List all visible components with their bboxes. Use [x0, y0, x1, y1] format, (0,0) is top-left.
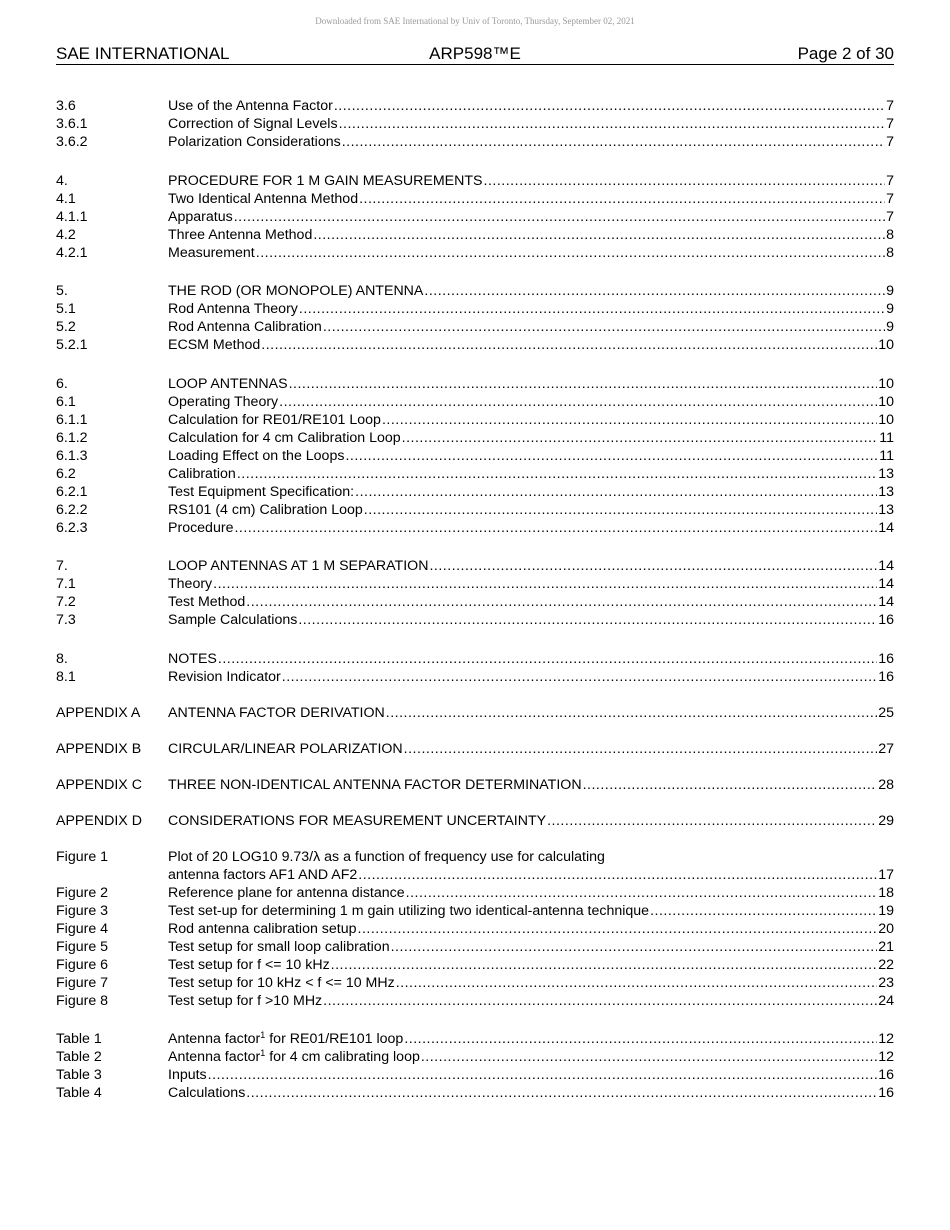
leader-dots — [650, 902, 877, 920]
toc-figure-entry[interactable] — [56, 848, 894, 866]
header-publisher: SAE INTERNATIONAL — [56, 44, 230, 63]
leader-dots — [402, 429, 879, 447]
toc-page: 14 — [878, 576, 894, 592]
leader-dots — [484, 172, 886, 190]
table-of-contents — [56, 97, 894, 1102]
toc-title: Three Antenna Method — [168, 226, 313, 243]
leader-dots — [313, 226, 885, 244]
toc-title: Reference plane for antenna distance — [168, 884, 405, 901]
toc-number: Figure 7 — [56, 974, 109, 991]
toc-page: 14 — [878, 519, 894, 536]
toc-table-entry[interactable] — [56, 1048, 894, 1066]
leader-dots — [404, 1030, 877, 1048]
toc-title: THREE NON-IDENTICAL ANTENNA FACTOR DETERMINATION — [168, 776, 582, 793]
toc-number: 4.1.1 — [56, 208, 88, 225]
toc-entry[interactable] — [56, 593, 894, 611]
toc-number: Table 2 — [56, 1049, 102, 1065]
toc-page: 10 — [878, 337, 894, 353]
leader-dots — [583, 776, 878, 794]
toc-page: 11 — [879, 447, 894, 464]
toc-entry[interactable] — [56, 300, 894, 318]
toc-entry[interactable] — [56, 190, 894, 208]
toc-appendix-entry[interactable] — [56, 740, 894, 758]
toc-number: 7.3 — [56, 612, 76, 628]
toc-number: 6.1 — [56, 393, 76, 410]
toc-title: Two Identical Antenna Method — [168, 190, 359, 207]
toc-entry[interactable] — [56, 429, 894, 447]
toc-table-entry[interactable] — [56, 1084, 894, 1102]
leader-dots — [213, 575, 877, 593]
toc-title: Test Method — [168, 594, 246, 610]
toc-page: 10 — [878, 411, 894, 428]
toc-title: Polarization Considerations — [168, 134, 341, 150]
toc-entry[interactable] — [56, 501, 894, 519]
toc-number: 6.2.2 — [56, 501, 88, 518]
toc-page: 24 — [878, 992, 894, 1009]
toc-title: Antenna factor$^1$ for RE01/RE101 loop — [168, 1030, 404, 1047]
toc-number: Figure 4 — [56, 920, 109, 937]
toc-title: PROCEDURE FOR 1 M GAIN MEASUREMENTS — [168, 172, 483, 189]
footnote-marker: 1 — [260, 1048, 266, 1058]
leader-dots — [355, 483, 877, 501]
toc-number: 7. — [56, 558, 68, 574]
toc-title: Apparatus — [168, 208, 233, 225]
toc-title: Loading Effect on the Loops — [168, 447, 345, 464]
toc-title: Antenna factor$^1$ for 4 cm calibrating loop — [168, 1048, 420, 1065]
toc-table-entry[interactable] — [56, 1030, 894, 1048]
toc-number: 5.2 — [56, 319, 76, 335]
toc-page: 17 — [878, 866, 894, 883]
leader-dots — [391, 938, 878, 956]
toc-number: 4.2 — [56, 226, 76, 243]
leader-dots — [298, 611, 877, 629]
toc-title: Measurement — [168, 244, 255, 261]
toc-page: 7 — [886, 190, 894, 207]
toc-number: 5. — [56, 283, 68, 299]
toc-page: 7 — [886, 98, 894, 114]
toc-title: Operating Theory — [168, 393, 279, 410]
toc-page: 13 — [878, 501, 894, 518]
leader-dots — [345, 447, 878, 465]
leader-dots — [218, 650, 877, 668]
toc-title: Calculation for RE01/RE101 Loop — [168, 411, 381, 428]
toc-title: Use of the Antenna Factor — [168, 98, 333, 114]
toc-entry[interactable] — [56, 172, 894, 190]
leader-dots — [256, 244, 885, 262]
header-page-number: Page 2 of 30 — [797, 44, 894, 63]
toc-entry[interactable] — [56, 115, 894, 133]
footnote-marker: 1 — [260, 1030, 266, 1040]
toc-page: 8 — [886, 244, 894, 261]
toc-page: 23 — [878, 974, 894, 991]
toc-page: 16 — [878, 668, 894, 685]
toc-entry[interactable] — [56, 244, 894, 262]
toc-title: Test Equipment Specification: — [168, 483, 355, 500]
toc-page: 10 — [878, 393, 894, 410]
toc-page: 9 — [886, 283, 894, 299]
toc-page: 22 — [878, 956, 894, 973]
toc-page: 16 — [878, 1085, 894, 1101]
toc-number: APPENDIX B — [56, 740, 142, 757]
toc-title-line1: Plot of 20 LOG10 9.73/λ as a function of frequency use for calculating — [168, 848, 605, 865]
toc-figure-entry[interactable] — [56, 920, 894, 938]
header-document-id: ARP598™E — [429, 44, 521, 63]
toc-page: 18 — [878, 884, 894, 901]
toc-figure-entry[interactable] — [56, 992, 894, 1010]
toc-number: Table 3 — [56, 1067, 102, 1083]
toc-title: Inputs — [168, 1067, 207, 1083]
toc-title: Sample Calculations — [168, 612, 298, 628]
toc-page: 14 — [878, 594, 894, 610]
leader-dots — [421, 1048, 877, 1066]
toc-title: ANTENNA FACTOR DERIVATION — [168, 704, 385, 721]
toc-page: 12 — [878, 1049, 894, 1065]
leader-dots — [323, 992, 877, 1010]
toc-entry[interactable] — [56, 133, 894, 151]
toc-number: Figure 2 — [56, 884, 109, 901]
toc-entry[interactable] — [56, 447, 894, 465]
toc-number: 6.1.3 — [56, 447, 88, 464]
leader-dots — [289, 375, 878, 393]
leader-dots — [246, 593, 877, 611]
toc-page: 16 — [878, 650, 894, 667]
toc-number: 6. — [56, 375, 68, 392]
toc-title: Rod Antenna Theory — [168, 301, 298, 317]
toc-number: 8. — [56, 650, 68, 667]
toc-title: Calculation for 4 cm Calibration Loop — [168, 429, 401, 446]
toc-number: 6.1.1 — [56, 411, 88, 428]
toc-title: Rod antenna calibration setup — [168, 920, 357, 937]
leader-dots — [282, 668, 877, 686]
toc-page: 12 — [878, 1031, 894, 1047]
toc-page: 7 — [886, 208, 894, 225]
toc-title: NOTES — [168, 650, 217, 667]
leader-dots — [342, 133, 885, 151]
toc-entry[interactable] — [56, 393, 894, 411]
toc-title: Test setup for f >10 MHz — [168, 992, 323, 1009]
leader-dots — [299, 300, 885, 318]
toc-entry[interactable] — [56, 650, 894, 668]
toc-page: 16 — [878, 612, 894, 628]
leader-dots — [234, 519, 877, 537]
toc-entry[interactable] — [56, 668, 894, 686]
toc-appendix-entry[interactable] — [56, 704, 894, 722]
toc-number: APPENDIX D — [56, 812, 142, 829]
toc-figure-entry-continuation[interactable] — [56, 866, 894, 884]
leader-dots — [396, 974, 878, 992]
toc-page: 10 — [878, 375, 894, 392]
toc-table-entry[interactable] — [56, 1066, 894, 1084]
toc-number: 3.6.2 — [56, 134, 88, 150]
toc-number: Table 4 — [56, 1085, 102, 1101]
toc-number: 4.2.1 — [56, 244, 88, 261]
toc-number: 6.1.2 — [56, 429, 88, 446]
leader-dots — [364, 501, 877, 519]
toc-entry[interactable] — [56, 519, 894, 537]
toc-number: 7.2 — [56, 594, 76, 610]
toc-page: 13 — [878, 483, 894, 500]
toc-page: 19 — [878, 902, 894, 919]
toc-number: 3.6.1 — [56, 116, 88, 132]
toc-figure-entry[interactable] — [56, 956, 894, 974]
leader-dots — [279, 393, 877, 411]
leader-dots — [237, 465, 877, 483]
toc-page: 25 — [878, 704, 894, 721]
toc-page: 28 — [878, 776, 894, 793]
toc-entry[interactable] — [56, 411, 894, 429]
toc-page: 9 — [886, 319, 894, 335]
toc-entry[interactable] — [56, 611, 894, 629]
toc-title: Test setup for small loop calibration — [168, 938, 390, 955]
leader-dots — [547, 812, 877, 830]
toc-title: LOOP ANTENNAS — [168, 375, 288, 392]
leader-dots — [246, 1084, 877, 1102]
toc-page: 9 — [886, 301, 894, 317]
toc-number: Table 1 — [56, 1031, 102, 1047]
toc-page: 16 — [878, 1067, 894, 1083]
leader-dots — [429, 557, 877, 575]
leader-dots — [323, 318, 885, 336]
toc-number: Figure 3 — [56, 902, 109, 919]
toc-title: CONSIDERATIONS FOR MEASUREMENT UNCERTAINTY — [168, 812, 547, 829]
toc-number: 6.2 — [56, 465, 76, 482]
leader-dots — [331, 956, 878, 974]
leader-dots — [404, 740, 878, 758]
toc-page: 11 — [879, 429, 894, 446]
toc-appendix-entry[interactable] — [56, 776, 894, 794]
toc-title: Theory — [168, 576, 213, 592]
toc-entry[interactable] — [56, 97, 894, 115]
toc-entry[interactable] — [56, 465, 894, 483]
toc-title: THE ROD (OR MONOPOLE) ANTENNA — [168, 283, 424, 299]
toc-figure-entry[interactable] — [56, 938, 894, 956]
page-header — [56, 44, 894, 65]
leader-dots — [358, 920, 878, 938]
toc-title: Procedure — [168, 519, 234, 536]
toc-title: Revision Indicator — [168, 668, 281, 685]
leader-dots — [234, 208, 885, 226]
leader-dots — [334, 97, 885, 115]
toc-number: 3.6 — [56, 98, 76, 114]
toc-entry[interactable] — [56, 226, 894, 244]
toc-title: CIRCULAR/LINEAR POLARIZATION — [168, 740, 403, 757]
toc-page: 27 — [878, 740, 894, 757]
toc-entry[interactable] — [56, 282, 894, 300]
toc-figure-entry[interactable] — [56, 974, 894, 992]
toc-number: 6.2.3 — [56, 519, 88, 536]
toc-number: 7.1 — [56, 576, 76, 592]
toc-title: ECSM Method — [168, 337, 261, 353]
toc-figure-entry[interactable] — [56, 902, 894, 920]
toc-page: 7 — [886, 172, 894, 189]
download-watermark: Downloaded from SAE International by Univ of Toronto, Thursday, September 02, 2021 — [315, 16, 635, 26]
toc-number: 4.1 — [56, 190, 76, 207]
toc-entry[interactable] — [56, 557, 894, 575]
toc-number: 5.2.1 — [56, 337, 88, 353]
toc-page: 8 — [886, 226, 894, 243]
toc-page: 7 — [886, 134, 894, 150]
leader-dots — [382, 411, 877, 429]
toc-number: APPENDIX C — [56, 776, 142, 793]
toc-entry[interactable] — [56, 208, 894, 226]
toc-title: Test setup for f <= 10 kHz — [168, 956, 330, 973]
toc-number: 8.1 — [56, 668, 76, 685]
toc-page: 13 — [878, 465, 894, 482]
toc-entry[interactable] — [56, 318, 894, 336]
toc-title: Correction of Signal Levels — [168, 116, 338, 132]
toc-entry[interactable] — [56, 336, 894, 354]
toc-number: Figure 5 — [56, 938, 109, 955]
toc-number: 5.1 — [56, 301, 76, 317]
toc-title: RS101 (4 cm) Calibration Loop — [168, 501, 363, 518]
toc-title-line2: antenna factors AF1 AND AF2 — [168, 866, 358, 883]
toc-page: 29 — [878, 812, 894, 829]
toc-number: APPENDIX A — [56, 704, 141, 721]
leader-dots — [208, 1066, 878, 1084]
toc-entry[interactable] — [56, 575, 894, 593]
toc-appendix-entry[interactable] — [56, 812, 894, 830]
leader-dots — [406, 884, 878, 902]
toc-title: Test set-up for determining 1 m gain utilizing two identical-antenna technique — [168, 902, 650, 919]
toc-title: Calculations — [168, 1085, 246, 1101]
leader-dots — [424, 282, 885, 300]
leader-dots — [359, 190, 885, 208]
toc-page: 20 — [878, 920, 894, 937]
toc-title: Test setup for 10 kHz < f <= 10 MHz — [168, 974, 395, 991]
toc-page: 7 — [886, 116, 894, 132]
toc-number: 4. — [56, 172, 68, 189]
toc-title: Rod Antenna Calibration — [168, 319, 322, 335]
toc-number: Figure 8 — [56, 992, 109, 1009]
toc-title: Calibration — [168, 465, 236, 482]
toc-page: 14 — [878, 558, 894, 574]
leader-dots — [339, 115, 886, 133]
toc-number: 6.2.1 — [56, 483, 88, 500]
leader-dots — [261, 336, 877, 354]
toc-figure-entry[interactable] — [56, 884, 894, 902]
leader-dots — [358, 866, 877, 884]
toc-entry[interactable] — [56, 483, 894, 501]
toc-title: LOOP ANTENNAS AT 1 M SEPARATION — [168, 558, 429, 574]
toc-number: Figure 6 — [56, 956, 109, 973]
toc-number: Figure 1 — [56, 848, 109, 865]
toc-page: 21 — [878, 938, 894, 955]
toc-entry[interactable] — [56, 375, 894, 393]
leader-dots — [386, 704, 877, 722]
